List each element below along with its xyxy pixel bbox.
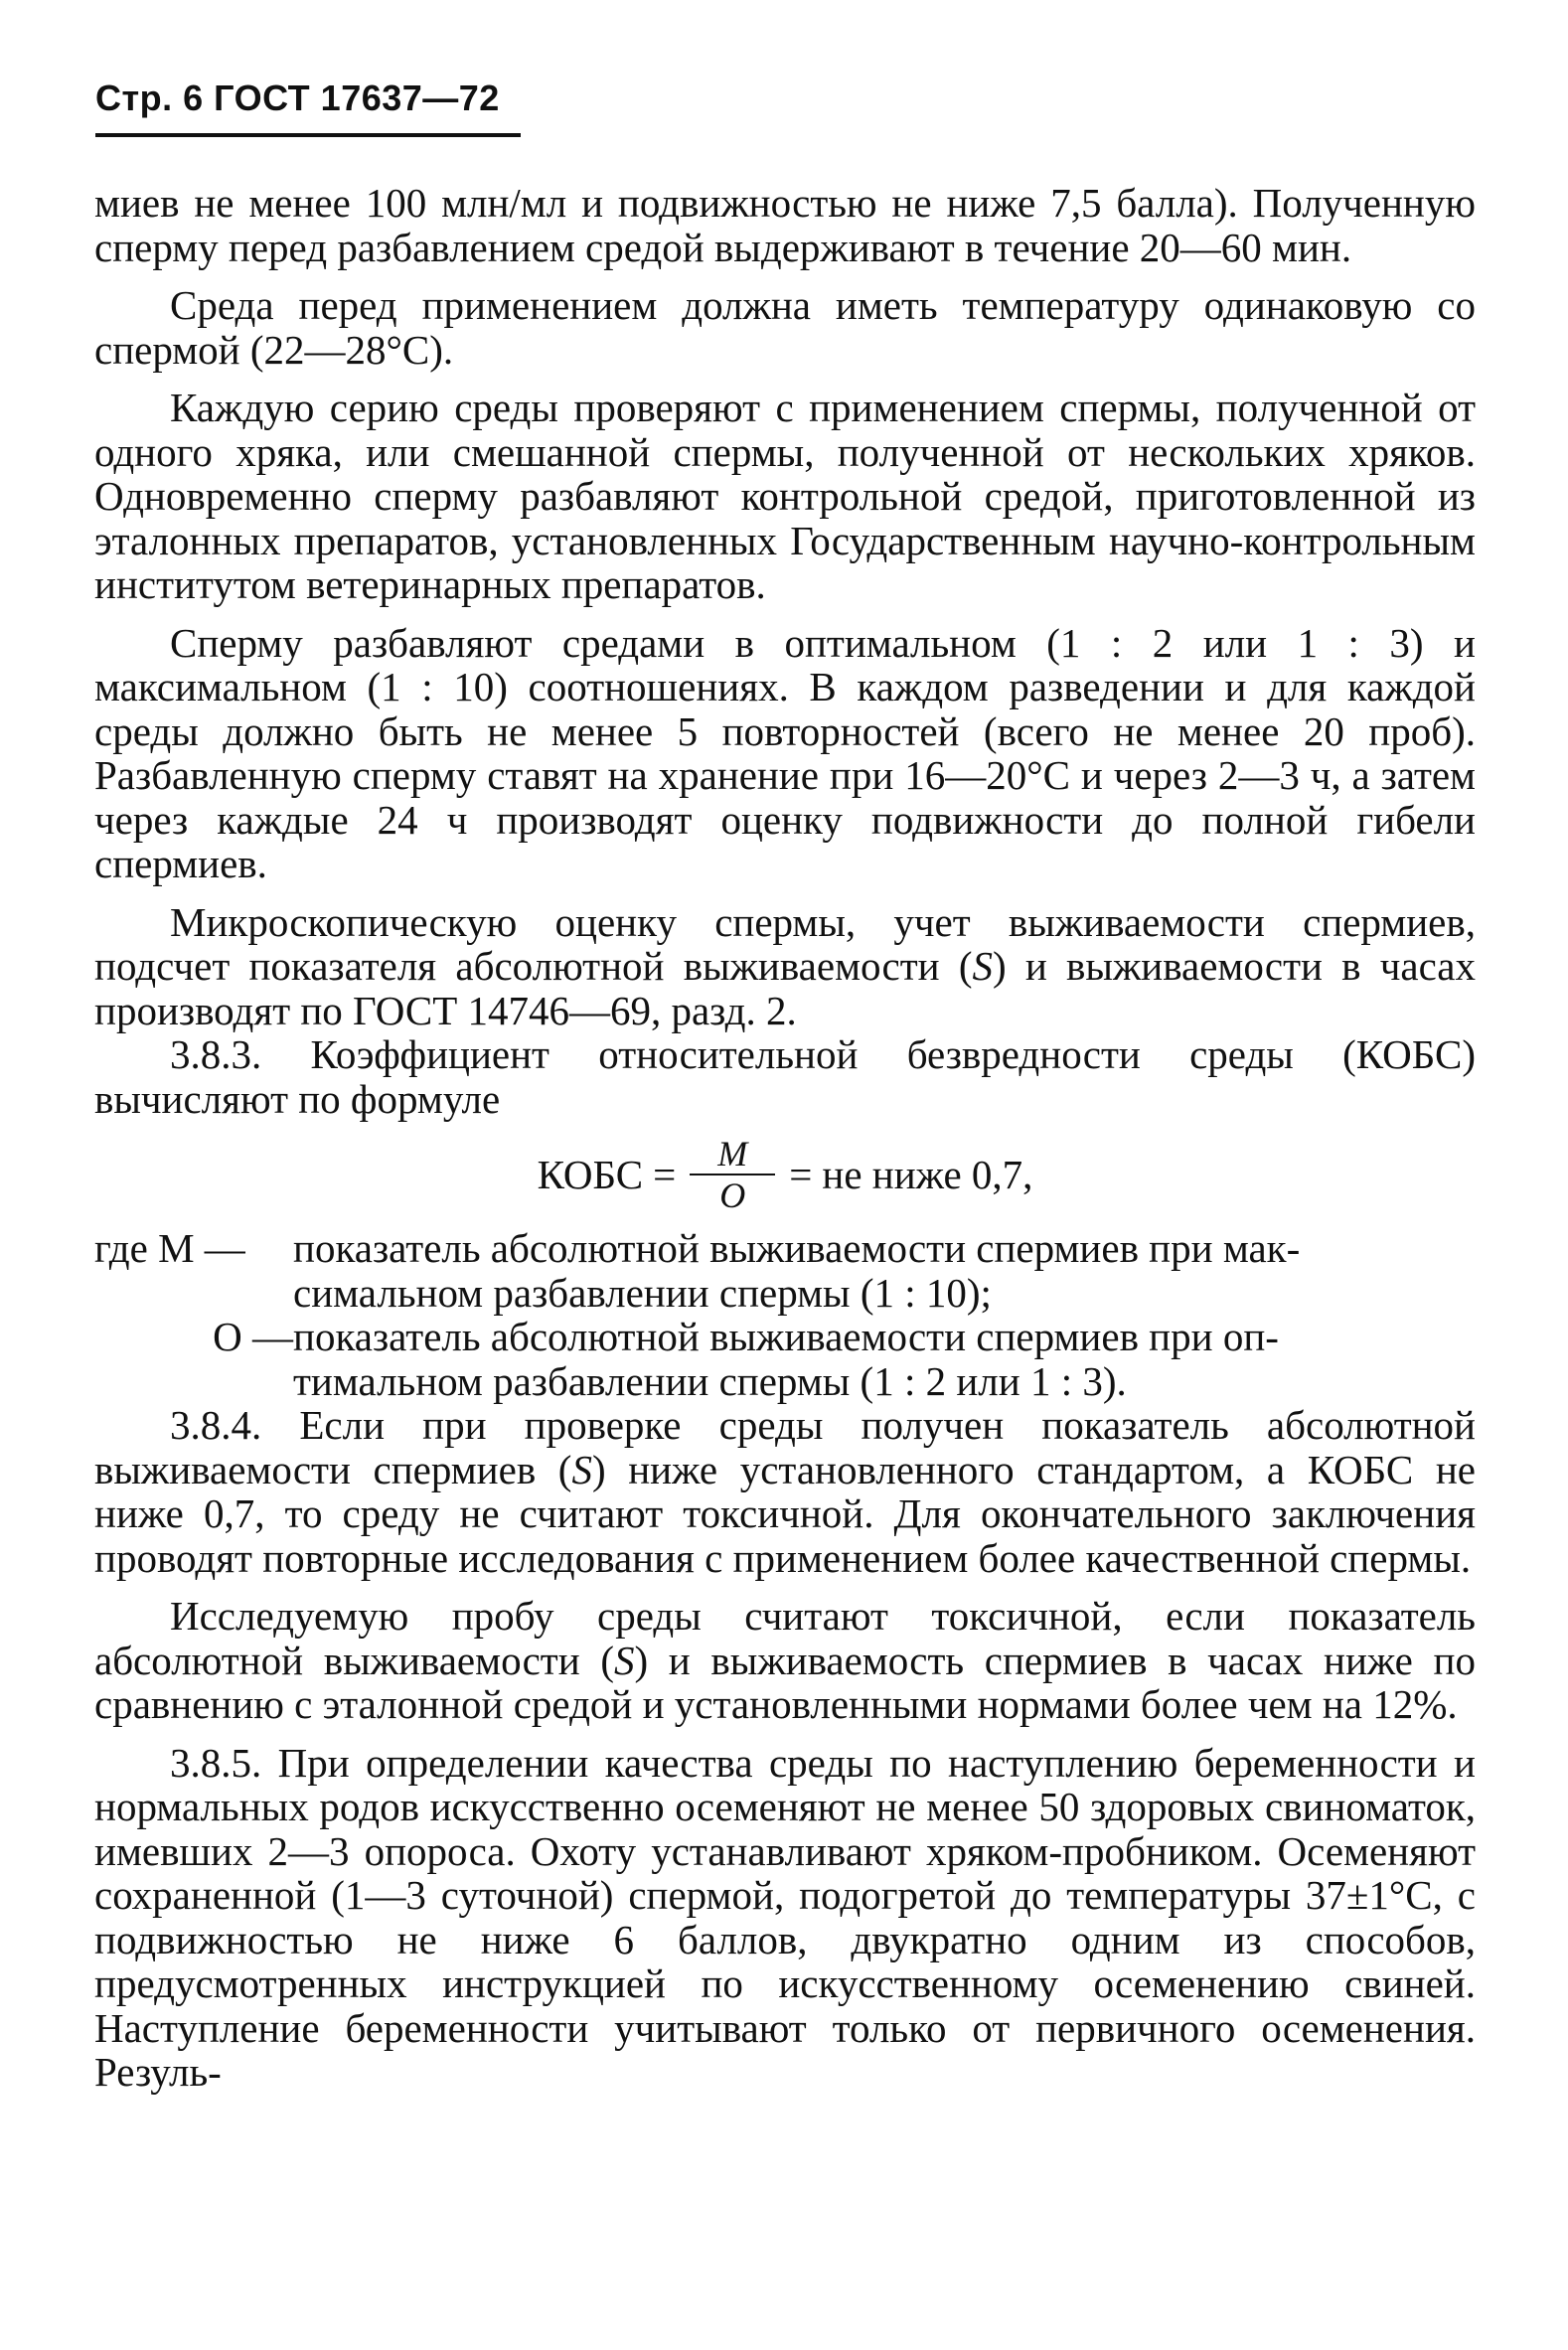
paragraph-4: Сперму разбавляют средами в оптимальном (1 : 2 или 1 : 3) и максимальном (1 : 10) соотношениях. В каждом разведении и для каждой среды должно быть не менее 5 повторностей (всего не менее 20 проб). Разбавленную сперму ставят на хранение при 16—20°С и через 2—3 ч, а затем через каждые 24 ч производят оценку подвижности до полной гибели спермиев. [94, 619, 1476, 886]
formula-fraction [690, 1134, 775, 1215]
formula-lhs: КОБС [537, 1151, 644, 1197]
where-m [94, 1226, 1476, 1315]
where-o-line-1: показатель абсолютной выживаемости спермиев при оп- [293, 1314, 1279, 1359]
paragraph-5-part-b: ) и выживаемости в часах производят по ГОСТ 14746—69, разд. 2. [94, 943, 1476, 1033]
paragraph-1: миев не менее 100 млн/мл и подвижностью не ниже 7,5 балла). Полученную сперму перед разбавлением средой выдерживают в течение 20—60 мин. [94, 180, 1476, 270]
paragraph-3-8-4-part-b: ) ниже установленного стандартом, а КОБС не ниже 0,7, то среду не считают токсичной. Для окончательного заключения проводят повторные исследования с применением более качественной спермы. [94, 1446, 1476, 1581]
formula-rhs: не ниже 0,7, [822, 1151, 1033, 1197]
where-m-line-2: симальном разбавлении спермы (1 : 10); [293, 1269, 992, 1316]
paragraph-3-8-4 [94, 1403, 1476, 1580]
paragraph-3-8-5: 3.8.5. При определении качества среды по наступлению беременности и нормальных родов искусственно осеменяют не менее 50 здоровых свиноматок, имевших 2—3 опороса. Охоту устанавливают хряком-пробником. Осеменяют сохраненной (1—3 суточной) спермой, подогретой до температуры 37±1°С, с подвижностью не ниже 6 баллов, двукратно одним из способов, предусмотренных инструкцией по искусственному осеменению свиней. Наступление беременности учитывают только от первичного осеменения. Резуль- [94, 1739, 1476, 2095]
paragraph-3-8-4-part-a: 3.8.4. Если при проверке среды получен показатель абсолютной выживаемости спермиев ( [94, 1402, 1476, 1492]
formula-denominator: О [719, 1175, 746, 1215]
paragraph-5-part-a: Микроскопическую оценку спермы, учет выживаемости спермиев, подсчет показателя абсолютной выживаемости ( [94, 898, 1476, 989]
where-m-line-1: показатель абсолютной выживаемости спермиев при мак- [293, 1225, 1301, 1271]
paragraph-3-8-3: 3.8.3. Коэффициент относительной безвредности среды (КОБС) вычисляют по формуле [94, 1031, 1476, 1122]
formula-numerator: М [717, 1134, 748, 1174]
paragraph-5 [94, 900, 1476, 1033]
symbol-s: S [613, 1637, 635, 1683]
where-o-line-2: тимальном разбавлении спермы (1 : 2 или 1 : 3). [293, 1357, 1127, 1404]
header-rule [95, 133, 521, 137]
where-o-description [293, 1315, 1476, 1403]
symbol-s: S [972, 943, 993, 989]
paragraph-3: Каждую серию среды проверяют с применением спермы, полученной от одного хряка, или смешанной спермы, полученной от нескольких хряков. Одновременно сперму разбавляют контрольной средой, приготовленной из эталонных препаратов, установленных Государственным научно-контрольным институтом ветеринарных препаратов. [94, 385, 1476, 607]
where-m-symbol: где М — [94, 1225, 245, 1271]
page-header: Стр. 6 ГОСТ 17637—72 [95, 78, 500, 118]
formula-equals-2: = [789, 1151, 813, 1197]
paragraph-toxic-part-b: ) и выживаемость спермиев в часах ниже по сравнению с эталонной средой и установленными нормами более чем на 12%. [94, 1637, 1476, 1727]
paragraph-2: Среда перед применением должна иметь температуру одинаковую со спермой (22—28°С). [94, 282, 1476, 373]
formula-kobs [94, 1129, 1476, 1220]
formula-equals-1: = [653, 1151, 677, 1197]
paragraph-toxic [94, 1594, 1476, 1727]
where-m-description [293, 1226, 1476, 1315]
where-o-symbol: О — [213, 1314, 293, 1359]
symbol-s: S [571, 1446, 592, 1492]
paragraph-toxic-part-a: Исследуемую пробу среды считают токсичной, если показатель абсолютной выживаемости ( [94, 1593, 1476, 1683]
body-text [94, 181, 1476, 2095]
where-o [94, 1315, 1476, 1403]
